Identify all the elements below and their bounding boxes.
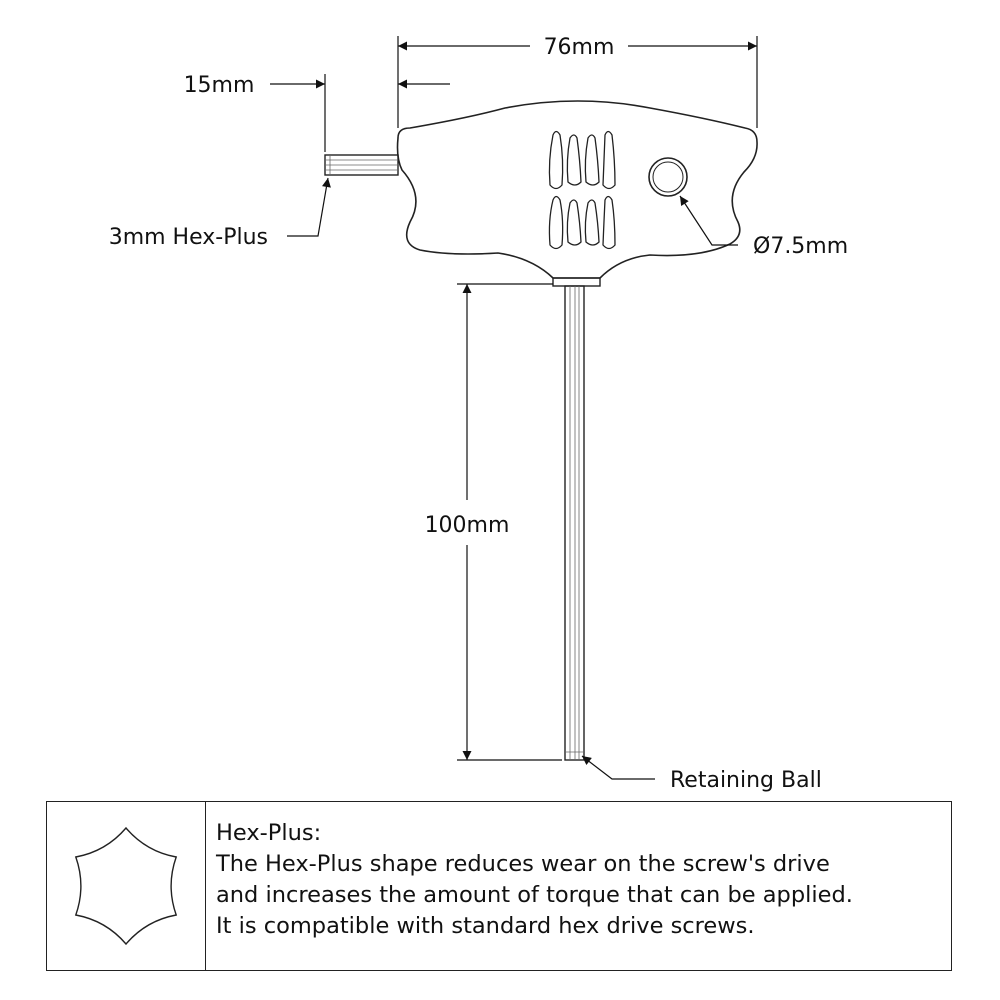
callout-tip-label: 3mm Hex-Plus [108, 225, 268, 250]
dim-overall-width-label: 76mm [543, 35, 615, 60]
note-line: The Hex-Plus shape reduces wear on the screw's drive [216, 851, 830, 877]
callout-ball-leader [582, 756, 655, 779]
storage-hole [649, 158, 687, 196]
hex-plus-note-panel [46, 801, 952, 971]
hex-plus-profile-icon [47, 802, 205, 970]
note-text-cell [206, 802, 951, 970]
dim-long-arm-label: 100mm [424, 513, 510, 538]
callout-hole-leader [680, 196, 738, 245]
note-line: and increases the amount of torque that can be applied. [216, 882, 853, 908]
note-icon-cell [47, 802, 206, 970]
long-shaft [565, 286, 584, 760]
grip-cutouts [549, 132, 615, 249]
dim-short-arm [270, 74, 450, 152]
note-title: Hex-Plus: [216, 820, 322, 846]
dim-short-arm-label: 15mm [183, 73, 255, 98]
handle-body [398, 101, 758, 278]
shaft-collar [553, 278, 600, 286]
short-arm [325, 155, 398, 175]
callout-hole-label: Ø7.5mm [753, 234, 849, 259]
callout-ball-label: Retaining Ball [670, 768, 822, 793]
note-line: It is compatible with standard hex drive screws. [216, 913, 755, 939]
callout-tip-leader [287, 178, 328, 236]
